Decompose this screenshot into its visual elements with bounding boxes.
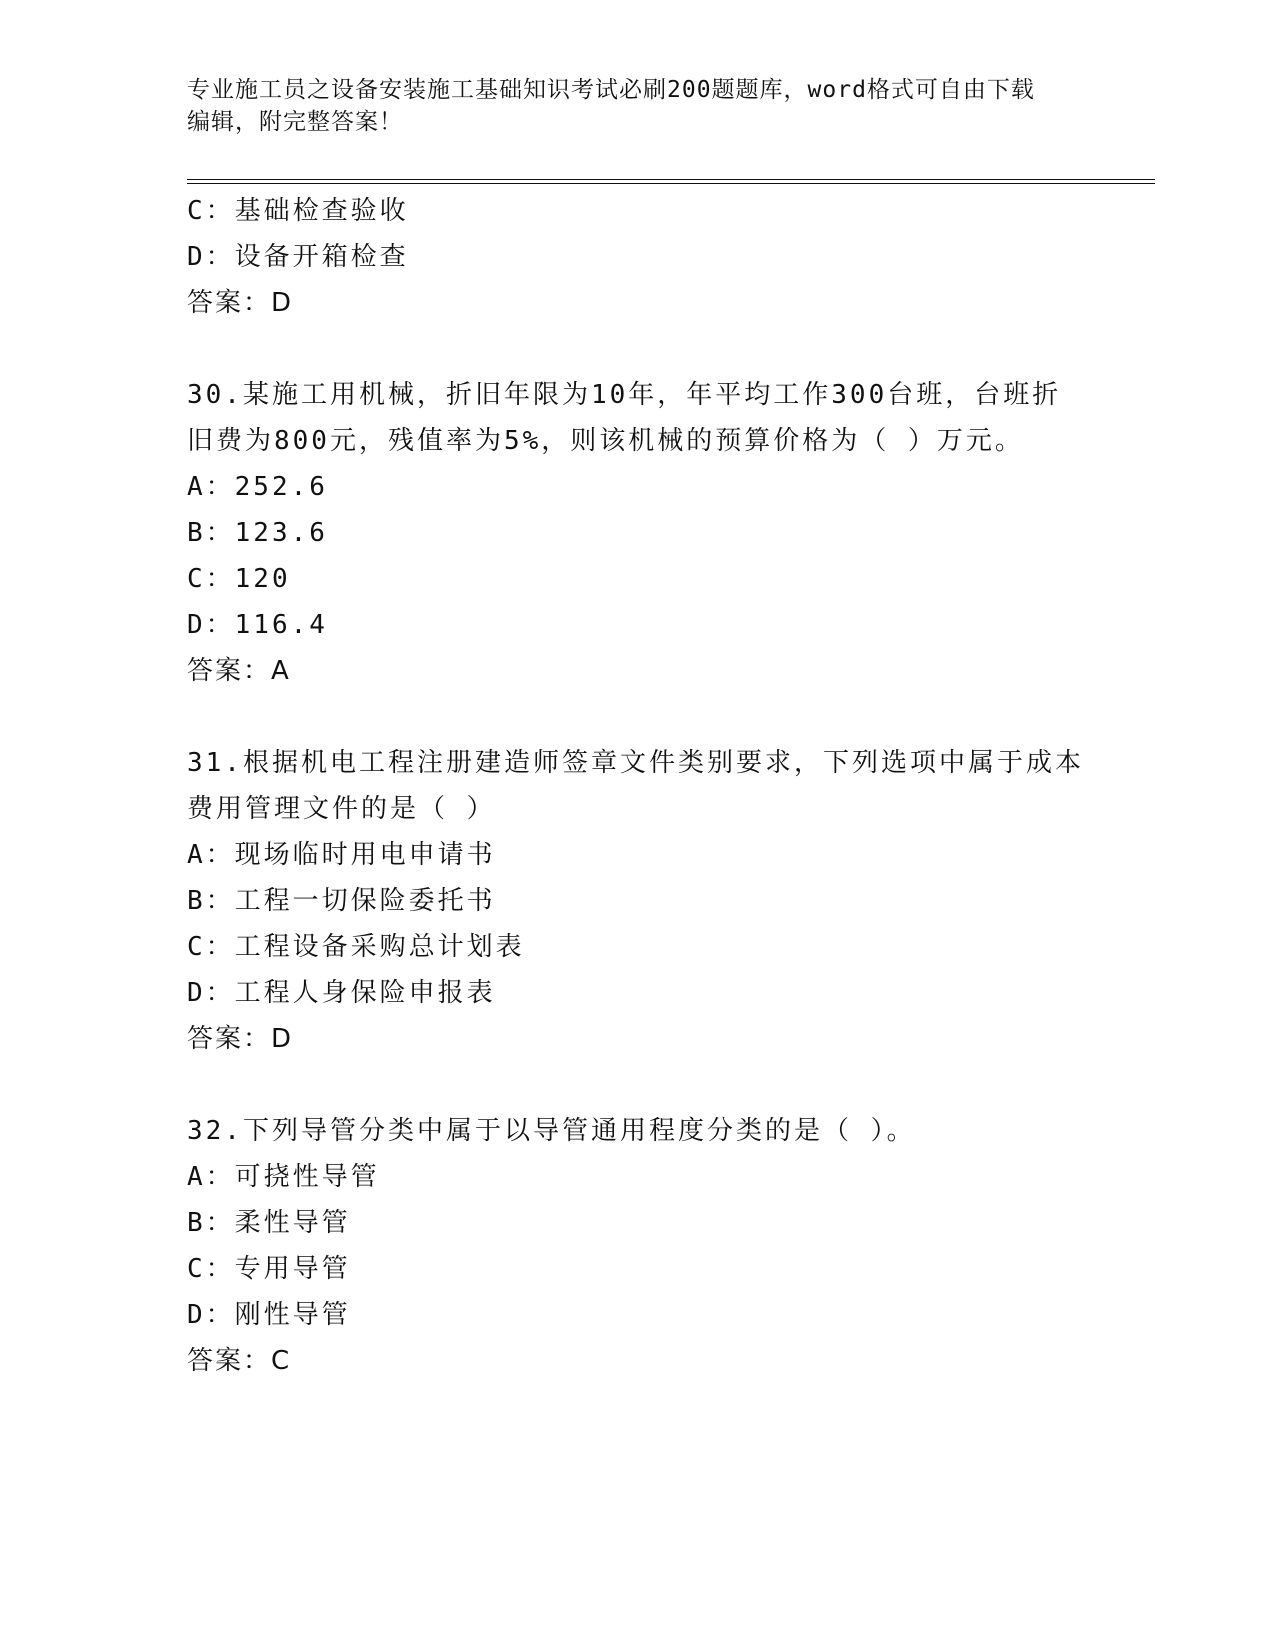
question-stem-line: 30.某施工用机械，折旧年限为10年，年平均工作300台班，台班折 (187, 380, 1062, 410)
option-text: 252.6 (234, 472, 328, 502)
question-stem-line: 32.下列导管分类中属于以导管通用程度分类的是（ ）。 (187, 1116, 916, 1146)
option-a (187, 1154, 1087, 1200)
question-stem-line: 费用管理文件的是（ ） (187, 794, 496, 824)
question-stem-line: 31.根据机电工程注册建造师签章文件类别要求，下列选项中属于成本 (187, 748, 1084, 778)
option-label: D： (187, 610, 235, 640)
question-gap (187, 694, 1087, 740)
option-text: 工程一切保险委托书 (234, 886, 496, 916)
question-30 (187, 372, 1087, 694)
option-label: D： (187, 978, 235, 1008)
option-label: C： (187, 196, 235, 226)
question-stem-line: 旧费为800元，残值率为5%，则该机械的预算价格为（ ）万元。 (187, 426, 1024, 456)
option-text: 现场临时用电申请书 (234, 840, 496, 870)
answer: 答案：C (187, 1346, 292, 1376)
question-29-tail (187, 188, 1087, 326)
option-text: 120 (234, 564, 291, 594)
option-d (187, 1292, 1087, 1338)
option-text: 116.4 (234, 610, 328, 640)
document-body (187, 188, 1087, 1384)
option-text: 柔性导管 (234, 1208, 351, 1238)
option-b (187, 510, 1087, 556)
option-label: A： (187, 840, 235, 870)
option-text: 设备开箱检查 (234, 242, 409, 272)
header-divider (187, 179, 1155, 184)
page-header (187, 74, 1087, 138)
option-b (187, 1200, 1087, 1246)
option-label: D： (187, 242, 235, 272)
option-text: 工程设备采购总计划表 (234, 932, 525, 962)
option-label: B： (187, 518, 235, 548)
option-text: 可挠性导管 (234, 1162, 380, 1192)
option-label: D： (187, 1300, 235, 1330)
option-d (187, 234, 1087, 280)
header-line-2: 编辑，附完整答案！ (187, 109, 403, 135)
option-c (187, 556, 1087, 602)
question-gap (187, 326, 1087, 372)
question-31 (187, 740, 1087, 1062)
option-label: B： (187, 1208, 235, 1238)
question-32 (187, 1108, 1087, 1384)
option-text: 刚性导管 (234, 1300, 351, 1330)
option-a (187, 832, 1087, 878)
option-b (187, 878, 1087, 924)
option-label: C： (187, 564, 235, 594)
question-gap (187, 1062, 1087, 1108)
option-text: 工程人身保险申报表 (234, 978, 496, 1008)
answer: 答案：D (187, 1024, 294, 1054)
option-label: A： (187, 1162, 235, 1192)
option-text: 基础检查验收 (234, 196, 409, 226)
option-label: A： (187, 472, 235, 502)
option-d (187, 602, 1087, 648)
answer: 答案：A (187, 656, 291, 686)
option-label: B： (187, 886, 235, 916)
option-c (187, 1246, 1087, 1292)
option-label: C： (187, 932, 235, 962)
header-line-1: 专业施工员之设备安装施工基础知识考试必刷200题题库，word格式可自由下载 (187, 77, 1035, 103)
option-c (187, 188, 1087, 234)
option-d (187, 970, 1087, 1016)
answer: 答案：D (187, 288, 294, 318)
option-c (187, 924, 1087, 970)
option-label: C： (187, 1254, 235, 1284)
option-a (187, 464, 1087, 510)
option-text: 专用导管 (234, 1254, 351, 1284)
option-text: 123.6 (234, 518, 328, 548)
